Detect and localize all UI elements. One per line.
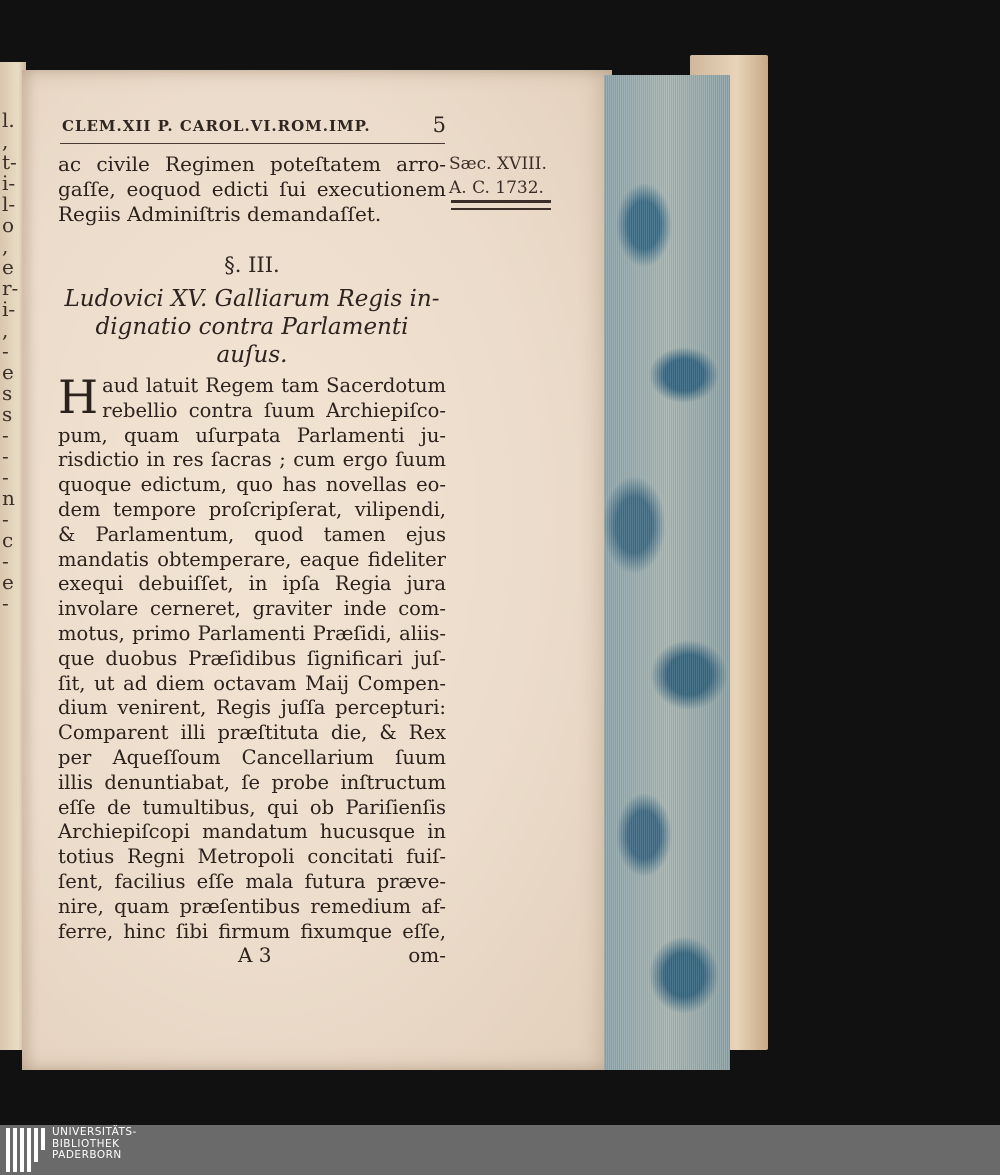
main-paragraph — [58, 370, 446, 943]
intro-line: ac civile Regimen poteſtatem arro- — [58, 152, 446, 176]
left-fragment: - — [2, 507, 9, 531]
left-page-fragments — [2, 110, 24, 614]
main-line: dium venirent, Regis juſſa percepturi: — [58, 696, 446, 720]
main-line: Archiepiſcopi mandatum hucusque in — [58, 820, 446, 844]
left-fragment: - — [2, 444, 9, 468]
library-logo-icon — [6, 1128, 46, 1172]
drop-initial: H — [58, 370, 99, 424]
library-name-line: BIBLIOTHEK — [52, 1137, 120, 1150]
left-fragment: s — [2, 402, 13, 426]
left-fragment: e — [2, 255, 14, 279]
running-title: CLEM.XII P. CAROL.VI.ROM.IMP. — [62, 117, 371, 135]
main-line: per Aqueſſoum Cancellarium ſuum — [58, 745, 446, 769]
main-line: rebellio contra ſuum Archiepiſco- — [102, 398, 446, 422]
main-line: quoque edictum, quo has novellas eo- — [58, 473, 446, 497]
left-fragment: t- — [2, 150, 17, 174]
left-fragment: i- — [2, 171, 16, 195]
main-line: mandatis obtemperare, eaque fideliter — [58, 547, 446, 571]
main-line: involare cerneret, graviter inde com- — [58, 597, 446, 621]
header-rule — [60, 143, 445, 144]
main-line: dem tempore proſcripſerat, vilipendi, — [58, 497, 446, 521]
main-line: totius Regni Metropoli concitati fuiſ- — [58, 845, 446, 869]
main-line: eſſe de tumultibus, qui ob Pariſienſis — [58, 795, 446, 819]
left-fragment: - — [2, 423, 9, 447]
heading-line: dignatio contra Parlamenti — [95, 314, 409, 340]
main-line: aud latuit Regem tam Sacerdotum — [102, 374, 446, 397]
main-line: motus, primo Parlamenti Præſidi, aliis- — [58, 621, 446, 645]
heading-line: auſus. — [216, 342, 288, 368]
marbled-fore-edge — [604, 75, 730, 1070]
intro-line: Regiis Adminiſtris demandaſſet. — [58, 201, 382, 226]
left-fragment: c — [2, 528, 14, 552]
left-fragment: , — [2, 129, 9, 153]
left-fragment: e — [2, 360, 14, 384]
main-line: illis denuntiabat, ſe probe inſtructum — [58, 770, 446, 794]
main-line: pum, quam uſurpata Parlamenti ju- — [58, 423, 446, 447]
main-line: ſent, facilius eſſe mala futura præve- — [58, 869, 446, 893]
margin-rule-thick — [451, 200, 551, 203]
library-name-line: PADERBORN — [52, 1149, 122, 1161]
main-line: ſit, ut ad diem octavam Maij Compen- — [58, 671, 446, 695]
left-fragment: i- — [2, 297, 16, 321]
left-fragment: l- — [2, 192, 16, 216]
main-line: nire, quam præſentibus remedium af- — [58, 894, 446, 918]
left-fragment: - — [2, 339, 9, 363]
intro-line: gaſſe, eoquod edicti ſui executionem — [58, 176, 446, 201]
left-fragment: s — [2, 381, 13, 405]
library-footer-bar — [0, 1125, 1000, 1175]
first-lines — [58, 370, 446, 424]
main-line: risdictio in res ſacras ; cum ergo ſuum — [58, 448, 446, 472]
main-line: Comparent illi præſtituta die, & Rex — [58, 721, 446, 745]
main-line: & Parlamentum, quod tamen ejus — [58, 522, 446, 546]
signature-mark: A 3 — [238, 943, 272, 967]
left-fragment: e — [2, 570, 14, 594]
left-fragment: n — [2, 486, 15, 510]
left-fragment: - — [2, 591, 9, 615]
left-fragment: , — [2, 318, 9, 342]
main-line: ferre, hinc ſibi firmum fixumque eſſe, — [58, 919, 446, 943]
left-fragment: o — [2, 213, 15, 237]
margin-note — [449, 152, 559, 200]
library-name-line: UNIVERSITÄTS- — [52, 1126, 137, 1138]
left-fragment: r- — [2, 276, 19, 300]
margin-note-century: Sæc. XVIII. — [449, 154, 547, 174]
left-fragment: l. — [2, 108, 15, 132]
left-fragment: , — [2, 234, 9, 258]
left-fragment: - — [2, 465, 9, 489]
margin-rule-thin — [451, 208, 551, 210]
heading-line: Ludovici XV. Galliarum Regis in- — [64, 286, 440, 312]
intro-paragraph — [58, 152, 446, 226]
library-name — [52, 1127, 137, 1162]
page-number: 5 — [432, 113, 447, 137]
main-line: que duobus Præſidibus ſignificari juſ- — [58, 646, 446, 670]
section-mark: §. III. — [224, 253, 280, 277]
catchword: om- — [408, 943, 446, 967]
section-heading — [58, 285, 446, 369]
left-fragment: - — [2, 549, 9, 573]
main-line: exequi debuiſſet, in ipſa Regia jura — [58, 572, 446, 596]
margin-note-year: A. C. 1732. — [449, 178, 544, 198]
running-header — [62, 113, 447, 145]
